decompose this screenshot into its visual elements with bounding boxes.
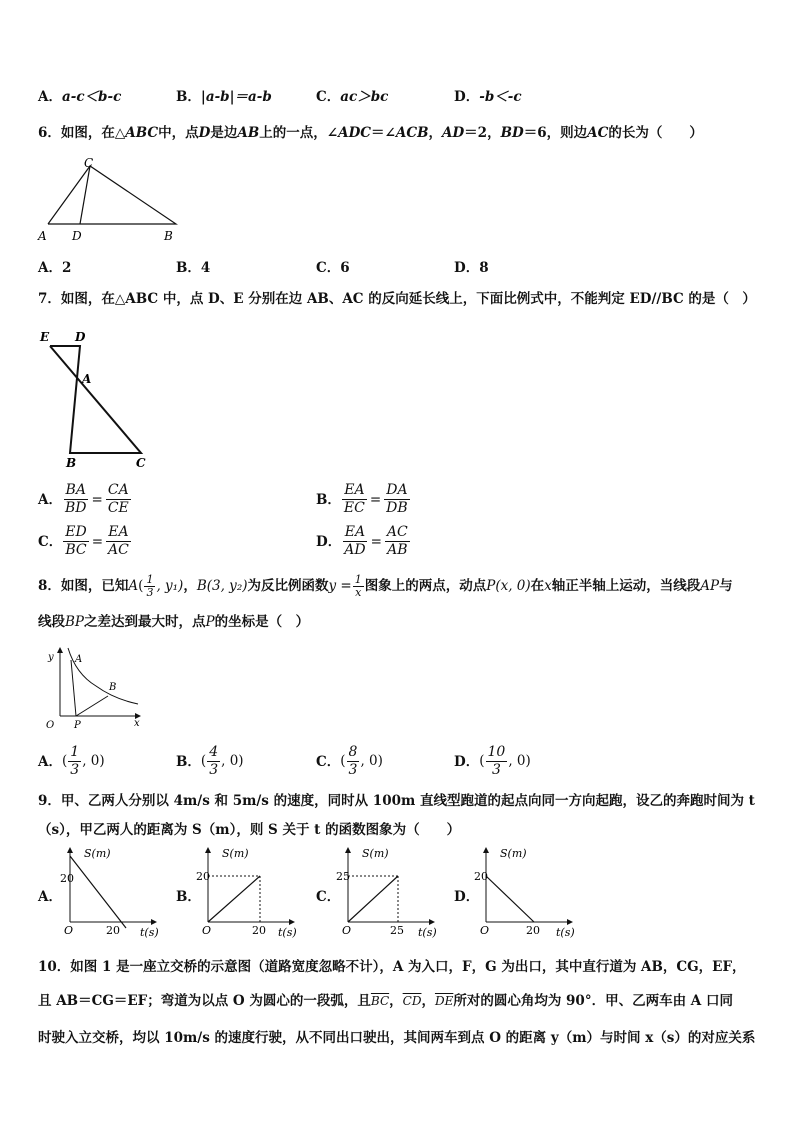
q9-option-a-label: A． [38,889,62,905]
q9-d-ytick: 20 [474,870,488,883]
q6-option-c: C．6 [316,260,350,276]
q10-stem-line1: 10．如图 1 是一座立交桥的示意图（道路宽度忽略不计），A 为入口，F，G 为出口，其中直行道为 AB，CG，EF， [38,959,746,975]
q9-d-xlabel: t(s) [556,926,575,939]
q7-fig-label-d: D [75,330,86,344]
q10-arc-bc: $\overline{BC}$ [370,994,390,1008]
q6-fig-label-c: C [84,156,94,170]
q8-option-b: B．( $\frac{4}{3}$ , 0) [176,744,244,778]
q6-fig-label-a: A [38,229,47,243]
q6-option-d: D．8 [454,260,489,276]
q6-option-a: A．2 [38,260,72,276]
q9-option-c-label: C． [316,889,341,905]
q7-stem: 7．如图，在△ABC 中，点 D、E 分别在边 AB、AC 的反向延长线上，下面比例式中，不能判定 ED//BC 的是（ ） [38,291,756,307]
q5-option-c: C．ac＞bc [316,89,389,105]
q7-option-d: D． $\frac{EA}{AD}$ = $\frac{AC}{AB}$ [316,524,408,558]
q8-option-c: C．( $\frac{8}{3}$ , 0) [316,744,383,778]
q9-c-origin: O [342,924,352,937]
q9-b-xtick: 20 [252,924,266,937]
q7-fig-label-b: B [66,456,77,470]
q9-option-d-label: D． [454,889,480,905]
q9-c-xtick: 25 [390,924,404,937]
q8-option-a: A．( $\frac{1}{3}$ , 0) [38,744,105,778]
q8-stem-line1: 8．如图，已知A( $\frac{1}{3}$ , y₁)，B(3, y₂)为反比例函数y = $\frac{1}{x}$ 图象上的两点，动点P(x, 0)在x轴正半轴上运动，当线段AP与 [38,573,733,599]
q8-fig-label-y: y [48,652,54,663]
q7-option-c: C． $\frac{ED}{BC}$ = $\frac{EA}{AC}$ [38,524,129,558]
q9-c-ytick: 25 [336,870,350,883]
q9-stem-line2: （s），甲乙两人的距离为 S（m），则 S 关于 t 的函数图象为（ ） [38,822,461,838]
q5-option-d: D．-b＜-c [454,89,522,105]
q5-option-b: B．|a-b|＝a-b [176,89,272,105]
q8-fig-label-p: P [74,720,81,731]
q7-fig-label-c: C [136,456,146,470]
q9-graph-c [338,846,438,940]
q9-d-ylabel: S(m) [500,847,527,860]
q7-fig-label-a: A [82,372,92,386]
q7-option-b: B． $\frac{EA}{EC}$ = $\frac{DA}{DB}$ [316,482,408,516]
q7-fig-label-e: E [40,330,50,344]
q9-b-xlabel: t(s) [278,926,297,939]
q8-fig-label-b: B [109,682,117,693]
q9-graph-d [476,846,576,940]
q9-graph-a [60,846,160,940]
q6-triangle-figure [36,154,186,246]
q7-option-a: A． $\frac{BA}{BD}$ = $\frac{CA}{CE}$ [38,482,129,516]
q9-b-ytick: 20 [196,870,210,883]
q9-a-origin: O [64,924,74,937]
q9-a-ytick: 20 [60,872,74,885]
q10-stem-line2: 且 AB＝CG＝EF；弯道为以点 O 为圆心的一段弧，且$\overline{BC}$，$\overline{CD}$，$\overline{DE}$所对的圆心角均为 90°．甲、乙两车由 A 口同 [38,993,733,1009]
q8-stem-line2: 线段BP之差达到最大时，点P的坐标是（ ） [38,614,310,630]
q10-arc-cd: $\overline{CD}$ [402,994,422,1008]
q9-option-b-label: B． [176,889,201,905]
q6-option-b: B．4 [176,260,211,276]
q9-b-ylabel: S(m) [222,847,249,860]
q6-fig-label-d: D [72,229,82,243]
q10-arc-de: $\overline{DE}$ [434,994,454,1008]
q8-fig-label-o: O [46,720,55,731]
q7-figure [38,326,156,472]
q9-stem-line1: 9．甲、乙两人分别以 4m/s 和 5m/s 的速度，同时从 100m 直线型跑道的起点向同一方向起跑，设乙的奔跑时间为 t [38,793,755,809]
q9-b-origin: O [202,924,212,937]
q9-a-xtick: 20 [106,924,120,937]
q8-option-d: D．( $\frac{10}{3}$ , 0) [454,744,531,778]
q5-option-a: A．a-c＜b-c [38,89,122,105]
q9-graph-b [198,846,298,940]
q6-stem: 6．如图，在△ABC中，点D是边AB上的一点，∠ADC＝∠ACB，AD＝2，BD＝6，则边AC的长为（ ） [38,125,703,141]
q8-fig-label-a: A [75,654,83,665]
q9-a-xlabel: t(s) [140,926,159,939]
q10-stem-line3: 时驶入立交桥，均以 10m/s 的速度行驶，从不同出口驶出，其间两车到点 O 的距离 y（m）与时间 x（s）的对应关系 [38,1030,756,1046]
q9-a-ylabel: S(m) [84,847,111,860]
q9-d-xtick: 20 [526,924,540,937]
q9-c-xlabel: t(s) [418,926,437,939]
q8-figure [38,644,146,732]
q6-fig-label-b: B [164,229,173,243]
q9-c-ylabel: S(m) [362,847,389,860]
q9-d-origin: O [480,924,490,937]
q8-fig-label-x: x [134,718,140,729]
